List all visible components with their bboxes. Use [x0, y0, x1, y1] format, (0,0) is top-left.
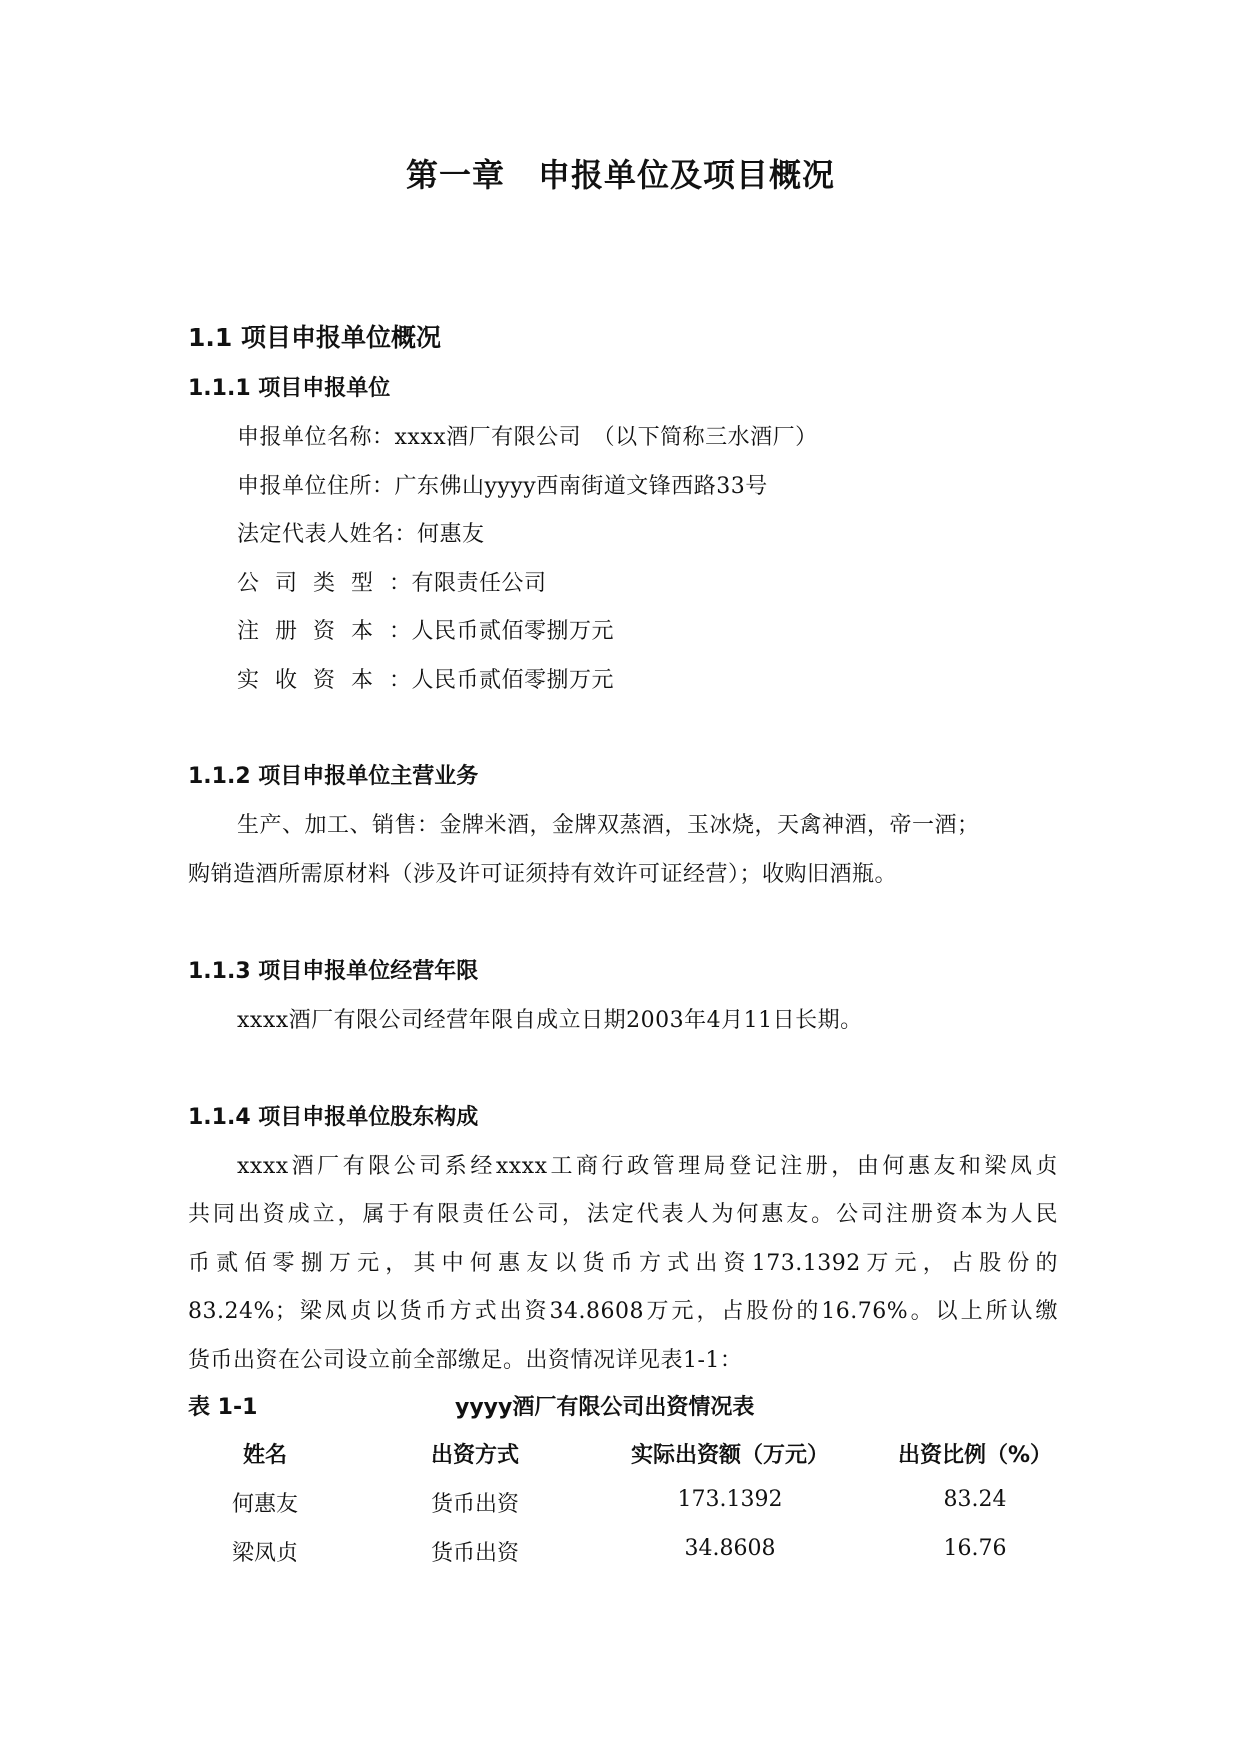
table-label: 表 1-1 — [188, 1395, 258, 1420]
unit-name-line: 申报单位名称：xxxx酒厂有限公司 （以下简称三水酒厂） — [237, 425, 818, 450]
unit-address-line: 申报单位住所：广东佛山yyyy西南街道文锋西路33号 — [237, 474, 768, 499]
registered-capital-line: 注 册 资 本 ：人民币贰佰零捌万元 — [237, 619, 614, 644]
table-cell-amount: 173.1392 — [677, 1487, 783, 1512]
table-title: yyyy酒厂有限公司出资情况表 — [455, 1395, 755, 1420]
company-type-line: 公 司 类 型 ：有限责任公司 — [237, 571, 547, 596]
section-heading-1-1-2: 1.1.2 项目申报单位主营业务 — [188, 764, 479, 789]
section-heading-1-1: 1.1 项目申报单位概况 — [188, 323, 441, 352]
main-business-line-1: 生产、加工、销售：金牌米酒，金牌双蒸酒，玉冰烧，天禽神酒，帝一酒； — [237, 813, 980, 838]
section-heading-1-1-3: 1.1.3 项目申报单位经营年限 — [188, 959, 479, 984]
shareholders-line-5: 货币出资在公司设立前全部缴足。出资情况详见表1-1： — [188, 1348, 743, 1373]
business-term-text: xxxx酒厂有限公司经营年限自成立日期2003年4月11日长期。 — [237, 1008, 863, 1033]
section-heading-1-1-4: 1.1.4 项目申报单位股东构成 — [188, 1105, 479, 1130]
main-business-line-2: 购销造酒所需原材料（涉及许可证须持有效许可证经营）；收购旧酒瓶。 — [188, 862, 898, 887]
shareholders-line-1: xxxx酒厂有限公司系经xxxx工商行政管理局登记注册，由何惠友和梁凤贞 — [237, 1154, 1058, 1179]
table-cell-ratio: 16.76 — [943, 1536, 1007, 1561]
table-header-ratio: 出资比例（%） — [897, 1443, 1053, 1468]
table-cell-amount: 34.8608 — [684, 1536, 776, 1561]
section-heading-1-1-1: 1.1.1 项目申报单位 — [188, 376, 391, 401]
table-cell-name: 梁凤贞 — [231, 1541, 298, 1566]
paid-in-capital-line: 实 收 资 本 ：人民币贰佰零捌万元 — [237, 668, 614, 693]
table-header-method: 出资方式 — [430, 1443, 519, 1468]
shareholders-line-2: 共同出资成立，属于有限责任公司，法定代表人为何惠友。公司注册资本为人民 — [188, 1202, 1058, 1227]
table-cell-name: 何惠友 — [231, 1492, 298, 1517]
table-cell-method: 货币出资 — [430, 1541, 519, 1566]
table-cell-method: 货币出资 — [430, 1492, 519, 1517]
table-header-amount: 实际出资额（万元） — [630, 1443, 829, 1468]
table-header-name: 姓名 — [242, 1443, 287, 1468]
shareholders-line-3: 币贰佰零捌万元，其中何惠友以货币方式出资173.1392万元，占股份的 — [188, 1251, 1058, 1276]
shareholders-line-4: 83.24%；梁凤贞以货币方式出资34.8608万元，占股份的16.76%。以上所认缴 — [188, 1299, 1058, 1324]
chapter-title: 第一章 申报单位及项目概况 — [405, 156, 835, 194]
table-cell-ratio: 83.24 — [943, 1487, 1007, 1512]
legal-rep-line: 法定代表人姓名：何惠友 — [237, 522, 485, 547]
